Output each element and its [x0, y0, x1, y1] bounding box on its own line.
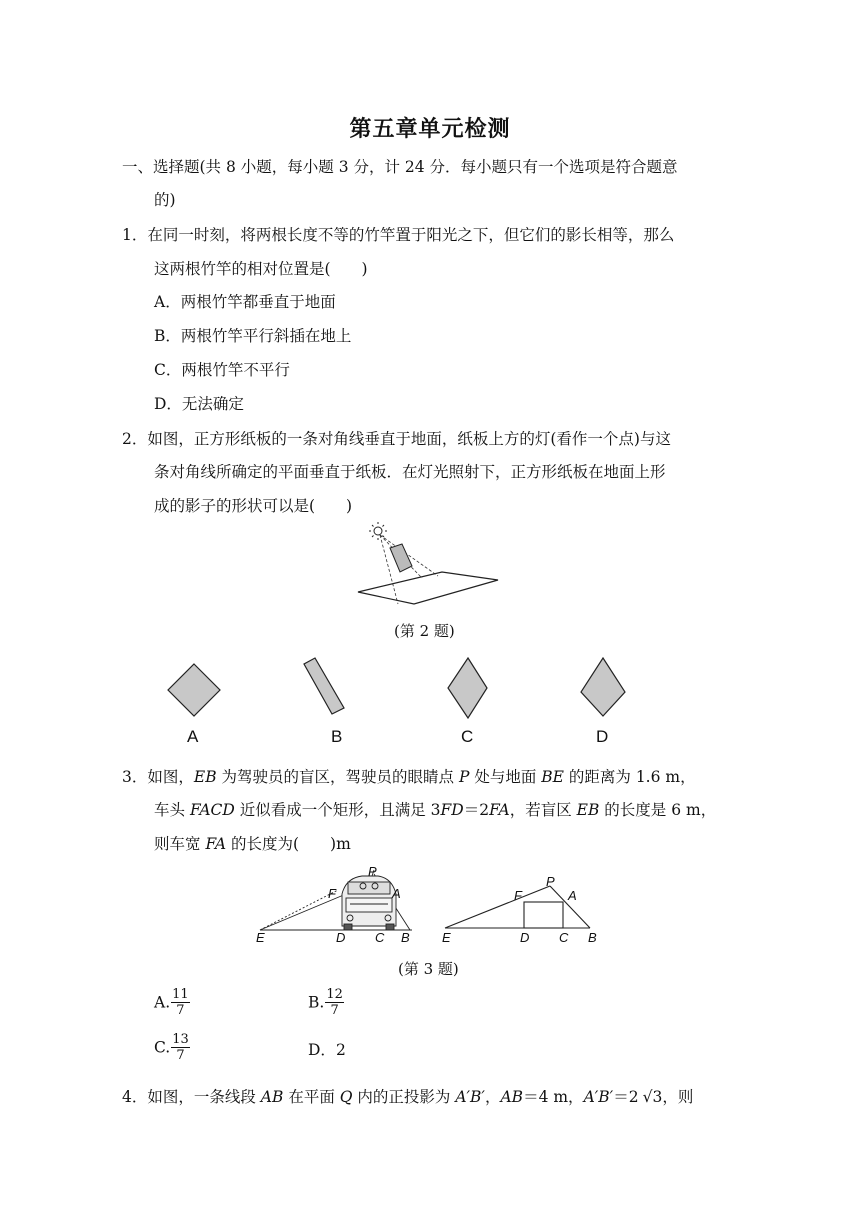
page-title: 第五章单元检测	[349, 117, 511, 142]
q3-option-b: B. $\frac{12}{7}$	[308, 987, 343, 1018]
q1-stem-line1: 1．在同一时刻，将两根长度不等的竹竿置于阳光之下，但它们的影长相等，那么	[122, 226, 675, 244]
car-label-d: D	[336, 930, 346, 945]
car-label-c: C	[375, 930, 385, 945]
lamp-icon	[369, 522, 387, 540]
q3-stem-line2: 车头 FACD 近似看成一个矩形，且满足 3FD＝2FA，若盲区 EB 的长度是 6 m，	[154, 801, 717, 819]
shape-option-b	[304, 658, 344, 714]
q1-option-a: A．两根竹竿都垂直于地面	[154, 293, 336, 311]
q2-label-d: D	[596, 727, 609, 746]
shape-option-c	[448, 658, 487, 718]
car-label-b: B	[401, 930, 410, 945]
q2-label-a: A	[187, 727, 199, 746]
geo-label-b: B	[588, 930, 597, 945]
q1-option-c: C．两根竹竿不平行	[154, 361, 290, 379]
q1-option-b: B．两根竹竿平行斜插在地上	[154, 327, 352, 345]
q4-stem-line1: 4．如图，一条线段 AB 在平面 Q 内的正投影为 A′B′，AB＝4 m，A′B′＝2 √3，则	[122, 1088, 694, 1106]
geo-label-c: C	[559, 930, 569, 945]
car-label-e: E	[256, 930, 265, 945]
car-label-f: F	[328, 886, 336, 901]
q3-option-d: D．2	[308, 1041, 346, 1059]
car-label-p: P	[368, 864, 377, 879]
section-heading-line2: 的)	[154, 191, 176, 209]
q3-stem-line1: 3．如图，EB 为驾驶员的盲区，驾驶员的眼睛点 P 处与地面 BE 的距离为 1.6 m，	[122, 768, 696, 786]
geo-label-d: D	[520, 930, 530, 945]
shape-option-d	[581, 658, 625, 716]
q3-option-c: C. $\frac{13}{7}$	[154, 1032, 189, 1063]
q3-figure-geometry	[440, 872, 600, 934]
section-heading-line1: 一、选择题(共 8 小题，每小题 3 分，计 24 分．每小题只有一个选项是符合题意	[122, 158, 678, 176]
geo-label-e: E	[442, 930, 451, 945]
q1-option-d: D．无法确定	[154, 395, 244, 413]
shape-option-a	[168, 664, 220, 716]
q2-figure	[350, 520, 530, 612]
geo-label-f: F	[514, 888, 522, 903]
car-label-a: A	[392, 886, 401, 901]
q2-label-c: C	[461, 727, 474, 746]
ground-plane	[358, 572, 498, 604]
q2-option-shapes	[160, 652, 640, 722]
q1-stem-line2: 这两根竹竿的相对位置是( )	[154, 260, 368, 278]
geo-label-a: A	[568, 888, 577, 903]
q2-stem-line2: 条对角线所确定的平面垂直于纸板．在灯光照射下，正方形纸板在地面上形	[154, 463, 666, 481]
q2-stem-line3: 成的影子的形状可以是( )	[154, 497, 353, 515]
q2-figure-caption: (第 2 题)	[394, 622, 455, 640]
q3-figure-caption: (第 3 题)	[398, 960, 459, 978]
q3-option-a: A. $\frac{11}{7}$	[154, 987, 189, 1018]
geo-label-p: P	[546, 874, 555, 889]
square-board	[390, 544, 412, 572]
q2-stem-line1: 2．如图，正方形纸板的一条对角线垂直于地面，纸板上方的灯(看作一个点)与这	[122, 430, 671, 448]
q2-label-b: B	[331, 727, 343, 746]
q3-stem-line3: 则车宽 FA 的长度为( )m	[154, 835, 351, 853]
